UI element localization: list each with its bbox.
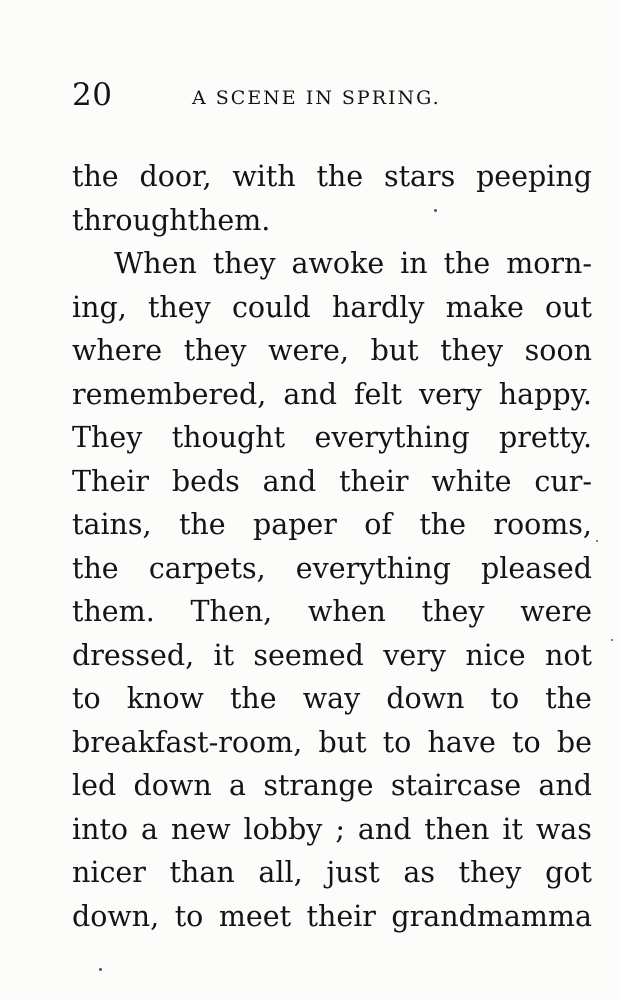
body-text bbox=[72, 155, 592, 938]
word: of bbox=[364, 508, 392, 541]
word: where bbox=[72, 334, 163, 367]
word: they bbox=[183, 334, 247, 367]
word: paper bbox=[252, 508, 337, 541]
word: know bbox=[126, 682, 204, 715]
word: pretty. bbox=[498, 421, 592, 454]
word: through bbox=[72, 203, 188, 237]
word: their bbox=[339, 464, 409, 498]
word: got bbox=[545, 856, 592, 889]
text-line bbox=[72, 764, 592, 808]
word: were bbox=[520, 595, 592, 628]
word: everything bbox=[314, 421, 470, 454]
text-line bbox=[72, 590, 592, 634]
word: lobby bbox=[243, 812, 323, 846]
word: the bbox=[419, 508, 466, 541]
word: be bbox=[556, 725, 592, 759]
word: they bbox=[147, 290, 211, 324]
text-line bbox=[72, 895, 592, 939]
word: ; bbox=[335, 812, 345, 846]
word: everything bbox=[295, 551, 451, 585]
word: the bbox=[229, 682, 277, 715]
word: and bbox=[538, 769, 592, 802]
word: dressed, bbox=[72, 638, 195, 672]
word: but bbox=[318, 725, 367, 759]
word: then bbox=[424, 812, 490, 846]
text-line bbox=[72, 634, 592, 678]
word: beds bbox=[171, 464, 240, 498]
text-line bbox=[72, 547, 592, 591]
word: the bbox=[545, 682, 592, 715]
text-line bbox=[72, 242, 592, 286]
text-line bbox=[72, 503, 592, 547]
word: their bbox=[306, 899, 376, 933]
word: white bbox=[431, 464, 512, 498]
text-line bbox=[72, 851, 592, 895]
word: meet bbox=[218, 899, 292, 933]
word: morn- bbox=[506, 247, 592, 280]
page-number: 20 bbox=[72, 77, 113, 113]
word: rooms, bbox=[493, 508, 592, 541]
word: a bbox=[141, 812, 159, 846]
word: have bbox=[427, 725, 496, 759]
word: not bbox=[544, 638, 592, 672]
text-line bbox=[72, 155, 592, 199]
word: pleased bbox=[481, 551, 592, 585]
word: tains, bbox=[72, 508, 152, 541]
word: very bbox=[419, 377, 482, 411]
word: it bbox=[213, 638, 235, 672]
word: down bbox=[133, 769, 212, 802]
word: down bbox=[386, 682, 465, 715]
text-line bbox=[72, 199, 592, 243]
text-line bbox=[72, 808, 592, 852]
word: new bbox=[170, 812, 231, 846]
word: felt bbox=[354, 377, 402, 411]
word: led bbox=[72, 769, 117, 802]
word: They bbox=[72, 421, 143, 454]
word: the bbox=[72, 551, 119, 585]
word: staircase bbox=[390, 769, 522, 802]
word: nice bbox=[465, 638, 526, 672]
word: soon bbox=[524, 334, 592, 367]
text-line bbox=[72, 416, 592, 460]
word: when bbox=[307, 595, 386, 628]
text-line bbox=[72, 460, 592, 504]
word: Their bbox=[72, 464, 149, 498]
word: strange bbox=[263, 769, 374, 802]
running-title: A SCENE IN SPRING. bbox=[192, 87, 441, 109]
word: but bbox=[370, 334, 419, 367]
word: thought bbox=[171, 421, 286, 454]
scan-speck bbox=[596, 540, 598, 542]
word: were, bbox=[268, 334, 349, 367]
word: happy. bbox=[498, 377, 592, 411]
scan-speck bbox=[434, 209, 437, 212]
word: stars bbox=[383, 160, 456, 193]
word: carpets, bbox=[148, 551, 266, 585]
text-line bbox=[72, 721, 592, 765]
text-line bbox=[72, 373, 592, 417]
word: they bbox=[440, 334, 504, 367]
word: the bbox=[443, 247, 491, 280]
word: them. bbox=[187, 203, 271, 237]
word: awoke bbox=[291, 247, 385, 280]
word: and bbox=[357, 812, 412, 846]
word: in bbox=[400, 247, 428, 280]
word: nicer bbox=[72, 856, 146, 889]
word: to bbox=[512, 725, 541, 759]
word: cur- bbox=[534, 464, 592, 498]
word: all, bbox=[258, 856, 303, 889]
word: door, bbox=[139, 160, 212, 193]
word: than bbox=[169, 856, 235, 889]
word: they bbox=[421, 595, 485, 628]
word: could bbox=[231, 290, 311, 324]
word: was bbox=[535, 812, 592, 846]
word: to bbox=[490, 682, 520, 715]
word: the bbox=[316, 160, 364, 193]
word: to bbox=[382, 725, 412, 759]
scan-speck bbox=[611, 639, 613, 641]
word: them. bbox=[72, 595, 155, 628]
word: and bbox=[283, 377, 337, 411]
text-line bbox=[72, 329, 592, 373]
text-line bbox=[72, 677, 592, 721]
word: make bbox=[445, 290, 524, 324]
word: to bbox=[72, 682, 101, 715]
word: down, bbox=[72, 899, 160, 933]
word: they bbox=[458, 856, 522, 889]
scan-speck bbox=[99, 968, 102, 971]
word: very bbox=[383, 638, 446, 672]
text-line bbox=[72, 286, 592, 330]
word: to bbox=[174, 899, 204, 933]
word: breakfast-room, bbox=[72, 725, 303, 759]
word: the bbox=[72, 160, 119, 193]
word: a bbox=[229, 769, 247, 802]
word: remembered, bbox=[72, 377, 267, 411]
word: with bbox=[232, 160, 296, 193]
word: as bbox=[403, 856, 435, 889]
word: peeping bbox=[476, 160, 592, 193]
word: it bbox=[502, 812, 523, 846]
word: grandmamma bbox=[391, 899, 592, 933]
word: the bbox=[178, 508, 226, 541]
word: ing, bbox=[72, 290, 127, 324]
word: When bbox=[114, 247, 197, 280]
word: they bbox=[212, 247, 276, 280]
word: hardly bbox=[332, 290, 425, 324]
word: into bbox=[72, 812, 129, 846]
word: seemed bbox=[253, 638, 364, 672]
word: way bbox=[302, 682, 361, 715]
word: and bbox=[262, 464, 317, 498]
word: Then, bbox=[190, 595, 273, 628]
word: out bbox=[545, 290, 592, 324]
word: just bbox=[326, 856, 380, 889]
